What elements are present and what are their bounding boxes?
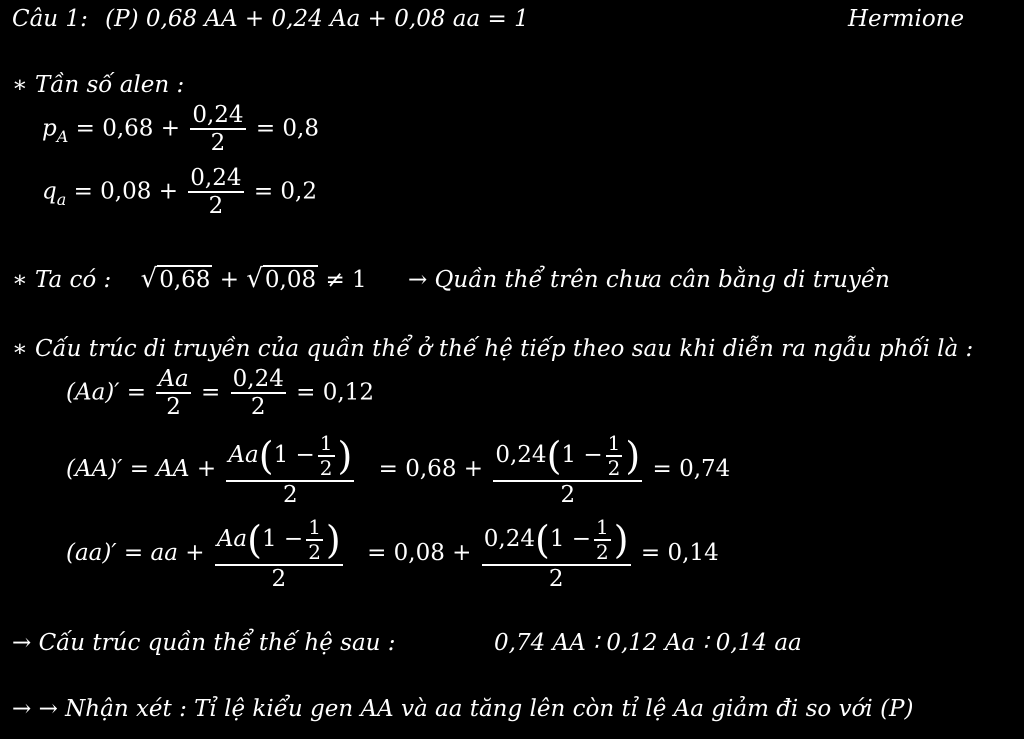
AA-mid: = 0,68 + [378,456,484,483]
allele-heading: ∗ Tần số alen : [12,72,185,98]
AA-fraction-symbolic [226,432,354,508]
AA-half-den: 2 [319,456,333,480]
question-label: Câu 1: [12,6,88,32]
author-name: Hermione [848,6,965,32]
check-plus: + [219,267,240,293]
sqrt-068: √0,68 [140,264,211,294]
p-fraction-num: 0,24 [192,102,244,128]
aa-frac2-num [482,516,631,564]
structure-heading: ∗ Cấu trúc di truyền của quần thể ở thế hệ tiếp theo sau khi diễn ra ngẫu phối là : [12,336,974,362]
q-result: = 0,2 [253,178,317,205]
AA-half [318,432,335,480]
sqrt-068-value: 0,68 [159,267,211,293]
AA2-rparen: ) [625,434,641,478]
aa-num-symbol: Aa [216,526,248,552]
aa2-lparen: ( [534,518,550,562]
AA-fraction-numeric [493,432,642,508]
check-prefix: ∗ Ta có : [12,267,112,293]
het-lhs: (Aa)′ = [66,379,147,406]
aa-rparen: ) [325,518,341,562]
header-line [12,8,529,31]
AA-lhs: (AA)′ = AA + [66,456,217,483]
AA-frac2-den: 2 [493,480,642,508]
remark-text: → → Nhận xét : Tỉ lệ kiểu gen AA và aa tăng lên còn tỉ lệ Aa giảm đi so với (P) [12,696,914,722]
p-frequency-equation [42,102,319,157]
p-fraction [190,102,245,157]
het-fraction-numeric [231,366,286,421]
AA2-half-num: 1 [607,431,621,455]
sqrt-008: √0,08 [246,264,317,294]
het-fraction-symbolic [156,366,190,421]
aa2-half-den: 2 [596,540,609,564]
q-fraction [188,165,243,220]
aa-lhs: (aa)′ = aa + [66,540,205,567]
aa2-one-minus: 1 − [549,526,592,552]
aa-half-den: 2 [308,540,321,564]
p-subscript: A [56,127,69,147]
het-frac2-den: 2 [231,392,286,420]
AA-num-symbol: Aa [228,442,259,468]
result-value: 0,74 AA ∶ 0,12 Aa ∶ 0,14 aa [494,630,802,656]
recessive-homozygote-equation [66,516,719,592]
equilibrium-check [12,266,890,292]
AA-frac1-num [226,432,354,480]
heterozygote-equation [66,366,374,421]
aa2-half-num: 1 [596,515,609,539]
AA-frac1-den: 2 [226,480,354,508]
p-symbol: p [42,115,57,142]
population-equation: (P) 0,68 AA + 0,24 Aa + 0,08 aa = 1 [105,6,529,32]
check-conclusion: → Quần thể trên chưa cân bằng di truyền [407,267,890,293]
dominant-homozygote-equation [66,432,730,508]
aa-num-value: 0,24 [483,526,535,552]
AA-one-minus: 1 − [273,442,315,468]
het-frac1-num: Aa [158,366,189,392]
aa2-rparen: ) [613,518,629,562]
het-eq: = [201,379,221,406]
AA-frac2-num [493,432,642,480]
p-fraction-den: 2 [190,128,245,156]
q-symbol: q [42,178,57,205]
AA-half-num: 1 [319,431,333,455]
p-eq-part: = 0,68 + [75,115,180,142]
aa-frac2-den: 2 [482,564,631,592]
sqrt-008-value: 0,08 [264,267,317,293]
AA2-one-minus: 1 − [561,442,603,468]
aa-half-num: 1 [308,515,321,539]
het-result: = 0,12 [296,379,374,406]
result-label: → Cấu trúc quần thể thế hệ sau : [12,630,396,656]
aa-fraction-numeric [482,516,631,592]
aa-result: = 0,14 [640,540,719,567]
aa-one-minus: 1 − [261,526,304,552]
aa-lparen: ( [247,518,262,562]
AA2-half [606,432,623,480]
het-frac1-den: 2 [156,392,190,420]
AA-result: = 0,74 [652,456,731,483]
q-fraction-num: 0,24 [190,165,242,191]
aa-frac1-num [215,516,343,564]
q-subscript: a [56,190,67,210]
aa2-half [594,516,611,564]
aa-fraction-symbolic [215,516,343,592]
het-frac2-num: 0,24 [232,366,284,392]
q-fraction-den: 2 [188,191,243,219]
check-neq: ≠ 1 [325,267,367,293]
q-eq-part: = 0,08 + [73,178,178,205]
AA-rparen: ) [337,434,353,478]
AA-lparen: ( [258,434,274,478]
AA2-lparen: ( [546,434,562,478]
AA2-half-den: 2 [607,456,621,480]
aa-half [306,516,323,564]
aa-frac1-den: 2 [215,564,343,592]
p-result: = 0,8 [255,115,320,142]
AA-num-value: 0,24 [495,442,547,468]
aa-mid: = 0,08 + [367,540,472,567]
q-frequency-equation [42,165,317,220]
